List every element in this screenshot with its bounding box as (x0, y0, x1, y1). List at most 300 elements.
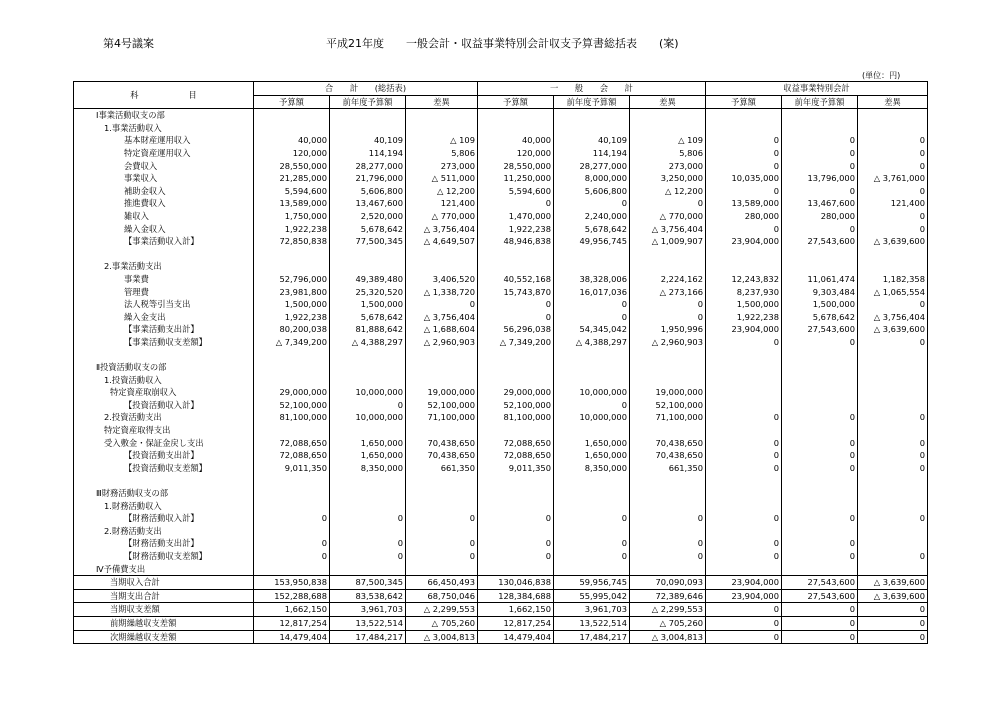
amount-cell: △ 3,756,404 (406, 223, 478, 236)
amount-cell: 52,796,000 (254, 273, 330, 286)
amount-cell: 11,061,474 (782, 273, 858, 286)
table-row (74, 122, 928, 135)
amount-cell: 3,961,703 (554, 603, 630, 617)
row-label: 【事業活動収支差額】 (74, 336, 254, 349)
amount-cell: 3,406,520 (406, 273, 478, 286)
amount-cell: 5,678,642 (330, 311, 406, 324)
row-label: 【投資活動収入計】 (74, 399, 254, 412)
amount-cell: 0 (858, 550, 928, 563)
amount-cell: 25,320,520 (330, 286, 406, 299)
amount-cell: △ 705,260 (406, 616, 478, 630)
table-row (74, 260, 928, 273)
amount-cell: 0 (330, 399, 406, 412)
amount-cell: 0 (478, 298, 554, 311)
amount-cell: 2,240,000 (554, 210, 630, 223)
amount-cell (554, 525, 630, 538)
amount-cell: 1,500,000 (782, 298, 858, 311)
amount-cell (858, 109, 928, 122)
amount-cell (782, 474, 858, 487)
amount-cell: 5,606,800 (330, 185, 406, 198)
amount-cell: 40,000 (478, 134, 554, 147)
amount-cell: 23,904,000 (706, 589, 782, 603)
amount-cell: 0 (554, 399, 630, 412)
amount-cell: 72,850,838 (254, 235, 330, 248)
amount-cell: 1,950,996 (630, 323, 706, 336)
table-row (74, 437, 928, 450)
amount-cell: 5,806 (406, 147, 478, 160)
amount-cell (706, 386, 782, 399)
amount-cell: 661,350 (630, 462, 706, 475)
budget-summary-table (73, 81, 928, 644)
amount-cell: 0 (630, 512, 706, 525)
row-label: 補助金収入 (74, 185, 254, 198)
amount-cell (630, 563, 706, 576)
amount-cell: 0 (858, 449, 928, 462)
amount-cell (330, 563, 406, 576)
amount-cell: 2,224,162 (630, 273, 706, 286)
table-row (74, 474, 928, 487)
amount-cell: 0 (782, 134, 858, 147)
amount-cell (630, 525, 706, 538)
amount-cell: △ 770,000 (406, 210, 478, 223)
amount-cell: △ 109 (406, 134, 478, 147)
amount-cell (858, 474, 928, 487)
row-label: Ⅲ財務活動収支の部 (74, 487, 254, 500)
amount-cell: 1,500,000 (254, 298, 330, 311)
amount-cell: 10,000,000 (554, 386, 630, 399)
amount-cell: 0 (858, 411, 928, 424)
amount-cell (706, 122, 782, 135)
amount-cell (478, 260, 554, 273)
table-row (74, 399, 928, 412)
amount-cell: 52,100,000 (478, 399, 554, 412)
row-label: 2.財務活動支出 (74, 525, 254, 538)
amount-cell: 40,109 (330, 134, 406, 147)
amount-cell (782, 109, 858, 122)
row-label: 【財務活動収入計】 (74, 512, 254, 525)
amount-cell: 1,470,000 (478, 210, 554, 223)
amount-cell: 0 (706, 160, 782, 173)
table-row (74, 248, 928, 261)
table-row (74, 160, 928, 173)
amount-cell: 0 (630, 537, 706, 550)
amount-cell: 0 (858, 616, 928, 630)
subcolumn-header: 差異 (630, 95, 706, 109)
amount-cell (478, 248, 554, 261)
amount-cell (782, 248, 858, 261)
amount-cell: 72,088,650 (254, 449, 330, 462)
amount-cell (782, 348, 858, 361)
amount-cell: 71,100,000 (630, 411, 706, 424)
amount-cell: 0 (858, 603, 928, 617)
amount-cell: 27,543,600 (782, 235, 858, 248)
row-label: 【財務活動支出計】 (74, 537, 254, 550)
amount-cell: △ 7,349,200 (478, 336, 554, 349)
amount-cell (478, 563, 554, 576)
table-row (74, 286, 928, 299)
amount-cell: 0 (782, 537, 858, 550)
amount-cell: 66,450,493 (406, 576, 478, 590)
amount-cell: △ 4,388,297 (330, 336, 406, 349)
row-label: 【投資活動収支差額】 (74, 462, 254, 475)
amount-cell: 0 (858, 630, 928, 644)
amount-cell: 8,350,000 (330, 462, 406, 475)
table-row (74, 512, 928, 525)
amount-cell (858, 248, 928, 261)
table-row (74, 197, 928, 210)
amount-cell (330, 487, 406, 500)
amount-cell (706, 424, 782, 437)
amount-cell: 0 (706, 134, 782, 147)
amount-cell (406, 500, 478, 513)
amount-cell: 23,904,000 (706, 323, 782, 336)
amount-cell: △ 2,299,553 (406, 603, 478, 617)
amount-cell (782, 386, 858, 399)
amount-cell: 0 (858, 298, 928, 311)
amount-cell: 0 (706, 411, 782, 424)
row-label: 繰入金支出 (74, 311, 254, 324)
amount-cell (858, 424, 928, 437)
amount-cell: 5,678,642 (782, 311, 858, 324)
amount-cell (858, 500, 928, 513)
group-header-profit: 収益事業特別会計 (706, 82, 928, 96)
amount-cell (406, 260, 478, 273)
amount-cell: 661,350 (406, 462, 478, 475)
amount-cell (706, 361, 782, 374)
amount-cell: 0 (706, 630, 782, 644)
amount-cell: 0 (782, 512, 858, 525)
amount-cell: 81,888,642 (330, 323, 406, 336)
amount-cell: 0 (858, 147, 928, 160)
amount-cell: 114,194 (330, 147, 406, 160)
amount-cell: 0 (478, 311, 554, 324)
subcolumn-header: 前年度予算額 (330, 95, 406, 109)
amount-cell: 10,000,000 (330, 386, 406, 399)
amount-cell: 0 (706, 185, 782, 198)
amount-cell: 11,250,000 (478, 172, 554, 185)
amount-cell: 0 (706, 449, 782, 462)
amount-cell: 70,438,650 (406, 437, 478, 450)
amount-cell (330, 374, 406, 387)
amount-cell (858, 374, 928, 387)
amount-cell: △ 3,756,404 (858, 311, 928, 324)
amount-cell: 0 (782, 550, 858, 563)
amount-cell: 55,995,042 (554, 589, 630, 603)
row-label: 1.財務活動収入 (74, 500, 254, 513)
amount-cell: 23,904,000 (706, 576, 782, 590)
amount-cell: △ 705,260 (630, 616, 706, 630)
amount-cell (858, 260, 928, 273)
amount-cell (406, 374, 478, 387)
amount-cell: 1,650,000 (330, 437, 406, 450)
summary-row (74, 630, 928, 644)
row-label: 推進費収入 (74, 197, 254, 210)
amount-cell: 10,035,000 (706, 172, 782, 185)
amount-cell: 27,543,600 (782, 323, 858, 336)
amount-cell (478, 374, 554, 387)
amount-cell: 1,750,000 (254, 210, 330, 223)
amount-cell (782, 525, 858, 538)
amount-cell: △ 12,200 (406, 185, 478, 198)
group-header-general: 一 般 会 計 (478, 82, 706, 96)
amount-cell (554, 563, 630, 576)
summary-row (74, 589, 928, 603)
table-row (74, 550, 928, 563)
amount-cell: △ 7,349,200 (254, 336, 330, 349)
amount-cell: 2,520,000 (330, 210, 406, 223)
amount-cell (706, 399, 782, 412)
amount-cell (858, 525, 928, 538)
amount-cell: 5,806 (630, 147, 706, 160)
amount-cell: 19,000,000 (630, 386, 706, 399)
amount-cell: 9,303,484 (782, 286, 858, 299)
amount-cell: 28,277,000 (554, 160, 630, 173)
amount-cell: 128,384,688 (478, 589, 554, 603)
amount-cell: △ 1,009,907 (630, 235, 706, 248)
item-column-header: 科 目 (74, 82, 254, 109)
amount-cell (706, 374, 782, 387)
amount-cell (782, 260, 858, 273)
amount-cell: 0 (706, 223, 782, 236)
amount-cell (554, 500, 630, 513)
amount-cell: 0 (330, 512, 406, 525)
amount-cell: △ 109 (630, 134, 706, 147)
subcolumn-header: 前年度予算額 (554, 95, 630, 109)
amount-cell: △ 2,299,553 (630, 603, 706, 617)
table-row (74, 487, 928, 500)
amount-cell (330, 361, 406, 374)
table-row (74, 500, 928, 513)
amount-cell: 56,296,038 (478, 323, 554, 336)
table-row (74, 298, 928, 311)
row-label: 【投資活動支出計】 (74, 449, 254, 462)
amount-cell: 15,743,870 (478, 286, 554, 299)
amount-cell (706, 525, 782, 538)
table-row (74, 411, 928, 424)
amount-cell (254, 424, 330, 437)
amount-cell: 52,100,000 (630, 399, 706, 412)
amount-cell: 0 (782, 185, 858, 198)
amount-cell (478, 487, 554, 500)
amount-cell (554, 122, 630, 135)
amount-cell: △ 273,166 (630, 286, 706, 299)
amount-cell (554, 260, 630, 273)
table-row (74, 525, 928, 538)
amount-cell (554, 348, 630, 361)
amount-cell (406, 248, 478, 261)
table-row (74, 424, 928, 437)
summary-row (74, 616, 928, 630)
amount-cell (406, 487, 478, 500)
amount-cell: 72,389,646 (630, 589, 706, 603)
amount-cell (630, 374, 706, 387)
amount-cell (254, 248, 330, 261)
amount-cell: 114,194 (554, 147, 630, 160)
amount-cell: 0 (254, 550, 330, 563)
row-label (74, 248, 254, 261)
amount-cell: △ 4,388,297 (554, 336, 630, 349)
amount-cell: 0 (782, 616, 858, 630)
amount-cell: 0 (630, 550, 706, 563)
amount-cell: 13,796,000 (782, 172, 858, 185)
amount-cell (406, 563, 478, 576)
amount-cell (478, 525, 554, 538)
amount-cell (254, 361, 330, 374)
unit-label: (単位：円) (862, 71, 901, 80)
table-row (74, 323, 928, 336)
row-label: 事業収入 (74, 172, 254, 185)
table-row (74, 134, 928, 147)
amount-cell: 59,956,745 (554, 576, 630, 590)
amount-cell: 1,500,000 (706, 298, 782, 311)
amount-cell: △ 3,756,404 (406, 311, 478, 324)
amount-cell: 8,000,000 (554, 172, 630, 185)
amount-cell (858, 122, 928, 135)
summary-label: 当期収支差額 (74, 603, 254, 617)
amount-cell (330, 109, 406, 122)
amount-cell (478, 122, 554, 135)
amount-cell: 14,479,404 (254, 630, 330, 644)
row-label: 1.事業活動収入 (74, 122, 254, 135)
subcolumn-header: 予算額 (254, 95, 330, 109)
amount-cell (554, 109, 630, 122)
amount-cell: 153,950,838 (254, 576, 330, 590)
amount-cell (858, 537, 928, 550)
amount-cell: 52,100,000 (406, 399, 478, 412)
amount-cell: 29,000,000 (254, 386, 330, 399)
amount-cell: 13,589,000 (254, 197, 330, 210)
amount-cell: 16,017,036 (554, 286, 630, 299)
amount-cell: 1,922,238 (254, 311, 330, 324)
amount-cell: 0 (554, 537, 630, 550)
amount-cell (330, 500, 406, 513)
amount-cell: 0 (706, 537, 782, 550)
amount-cell: 0 (706, 512, 782, 525)
amount-cell (630, 348, 706, 361)
amount-cell: 0 (706, 616, 782, 630)
amount-cell: 17,484,217 (554, 630, 630, 644)
amount-cell: 280,000 (706, 210, 782, 223)
table-row (74, 185, 928, 198)
amount-cell: 0 (630, 298, 706, 311)
amount-cell (782, 500, 858, 513)
row-label: 特定資産運用収入 (74, 147, 254, 160)
amount-cell: 0 (554, 311, 630, 324)
row-label: 【事業活動収入計】 (74, 235, 254, 248)
amount-cell: 0 (706, 550, 782, 563)
row-label: 会費収入 (74, 160, 254, 173)
amount-cell: 0 (782, 630, 858, 644)
row-label: 特定資産取崩収入 (74, 386, 254, 399)
table-row (74, 386, 928, 399)
amount-cell: 14,479,404 (478, 630, 554, 644)
amount-cell (706, 500, 782, 513)
amount-cell (254, 563, 330, 576)
amount-cell: △ 4,649,507 (406, 235, 478, 248)
amount-cell: 40,109 (554, 134, 630, 147)
amount-cell: 48,946,838 (478, 235, 554, 248)
row-label (74, 348, 254, 361)
row-label: 2.事業活動支出 (74, 260, 254, 273)
amount-cell (782, 399, 858, 412)
amount-cell: 83,538,642 (330, 589, 406, 603)
amount-cell: △ 1,338,720 (406, 286, 478, 299)
amount-cell: 1,922,238 (478, 223, 554, 236)
amount-cell: 0 (706, 336, 782, 349)
amount-cell: 0 (858, 437, 928, 450)
amount-cell: 0 (554, 197, 630, 210)
table-row (74, 311, 928, 324)
amount-cell (554, 474, 630, 487)
row-label: 【事業活動支出計】 (74, 323, 254, 336)
amount-cell (554, 361, 630, 374)
document-title: 平成21年度 一般会計・収益事業特別会計収支予算書総括表 (案) (326, 37, 679, 50)
amount-cell: 9,011,350 (254, 462, 330, 475)
amount-cell: 0 (706, 147, 782, 160)
amount-cell: 0 (554, 550, 630, 563)
amount-cell: 0 (406, 298, 478, 311)
amount-cell: 13,522,514 (554, 616, 630, 630)
amount-cell: 0 (706, 462, 782, 475)
amount-cell: 13,467,600 (782, 197, 858, 210)
amount-cell: 5,594,600 (478, 185, 554, 198)
amount-cell: 5,678,642 (554, 223, 630, 236)
amount-cell: 9,011,350 (478, 462, 554, 475)
amount-cell: 21,796,000 (330, 172, 406, 185)
subcolumn-header: 前年度予算額 (782, 95, 858, 109)
amount-cell: 5,606,800 (554, 185, 630, 198)
amount-cell: △ 3,761,000 (858, 172, 928, 185)
summary-label: 当期支出合計 (74, 589, 254, 603)
amount-cell: 10,000,000 (554, 411, 630, 424)
amount-cell: 27,543,600 (782, 576, 858, 590)
row-label (74, 474, 254, 487)
amount-cell: 72,088,650 (478, 449, 554, 462)
row-label: 基本財産運用収入 (74, 134, 254, 147)
amount-cell (330, 348, 406, 361)
amount-cell: △ 2,960,903 (406, 336, 478, 349)
amount-cell (406, 348, 478, 361)
row-label: 事業費 (74, 273, 254, 286)
amount-cell (254, 474, 330, 487)
group-header-total: 合 計 (総括表) (254, 82, 478, 96)
amount-cell: 0 (554, 512, 630, 525)
amount-cell (554, 374, 630, 387)
table-row (74, 449, 928, 462)
amount-cell (858, 487, 928, 500)
amount-cell (254, 122, 330, 135)
amount-cell: 19,000,000 (406, 386, 478, 399)
amount-cell: 29,000,000 (478, 386, 554, 399)
amount-cell: 68,750,046 (406, 589, 478, 603)
amount-cell: △ 3,639,600 (858, 576, 928, 590)
amount-cell (630, 109, 706, 122)
amount-cell: 0 (406, 537, 478, 550)
row-label: 特定資産取得支出 (74, 424, 254, 437)
amount-cell (254, 348, 330, 361)
amount-cell: 152,288,688 (254, 589, 330, 603)
amount-cell: 1,662,150 (254, 603, 330, 617)
amount-cell: 12,817,254 (254, 616, 330, 630)
amount-cell: 21,285,000 (254, 172, 330, 185)
amount-cell: 70,438,650 (406, 449, 478, 462)
amount-cell: 0 (782, 449, 858, 462)
amount-cell (706, 248, 782, 261)
amount-cell: 0 (858, 210, 928, 223)
subcolumn-header: 差異 (858, 95, 928, 109)
amount-cell: △ 3,639,600 (858, 589, 928, 603)
amount-cell: △ 1,688,604 (406, 323, 478, 336)
